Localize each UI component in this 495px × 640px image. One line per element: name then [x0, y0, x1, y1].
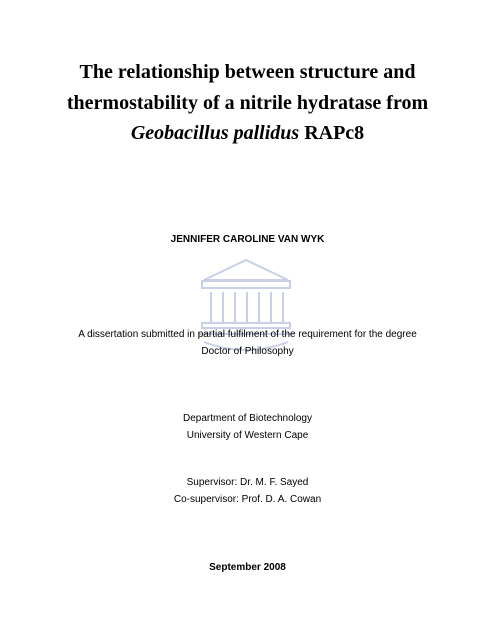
submission-statement: A dissertation submitted in partial fulfilment of the requirement for the degree: [78, 329, 417, 340]
submission-date: September 2008: [209, 562, 286, 573]
degree-name: Doctor of Philosophy: [201, 346, 294, 357]
title-line-3: [0, 123, 495, 143]
co-supervisor-line: Co-supervisor: Prof. D. A. Cowan: [173, 494, 322, 505]
title-strain: RAPc8: [299, 122, 365, 144]
title-species-name: Geobacillus pallidus: [130, 122, 300, 144]
supervisor-line: Supervisor: Dr. M. F. Sayed: [186, 477, 309, 488]
author-name: JENNIFER CAROLINE VAN WYK: [170, 234, 325, 245]
title-line-2: thermostability of a nitrile hydratase from: [66, 92, 429, 114]
department-name: Department of Biotechnology: [183, 413, 312, 424]
title-line-1: The relationship between structure and: [79, 61, 416, 83]
university-name: University of Western Cape: [186, 430, 309, 441]
